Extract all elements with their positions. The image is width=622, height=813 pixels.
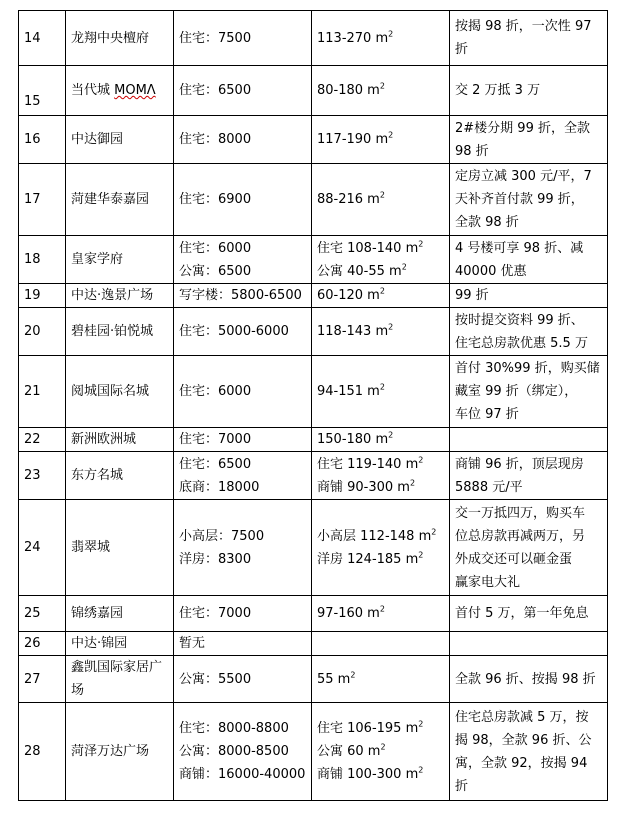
offer-line: 位总房款再减两万，另 bbox=[455, 528, 586, 544]
table-row bbox=[19, 596, 608, 632]
table-row bbox=[19, 632, 608, 656]
offer-line: 按时提交资料 99 折、 bbox=[455, 312, 584, 328]
offer-line: 折 bbox=[455, 778, 469, 794]
price-line: 住宅：6500 bbox=[179, 83, 252, 98]
price-line: 公寓：5500 bbox=[179, 671, 252, 687]
price-line: 住宅：6900 bbox=[179, 192, 252, 207]
price-line: 住宅：8000 bbox=[179, 132, 252, 147]
price-cell bbox=[174, 356, 312, 428]
row-number: 19 bbox=[19, 284, 66, 308]
offer-line: 折 bbox=[455, 42, 469, 57]
area-line: 55 $m^2$ bbox=[317, 670, 356, 687]
area-line: 住宅 119-140 $m^2$ bbox=[317, 455, 424, 472]
project-name bbox=[66, 66, 174, 116]
table-row bbox=[19, 500, 608, 596]
offer-line: 车位 97 折 bbox=[455, 407, 519, 422]
offer-line: 5888 元/平 bbox=[455, 479, 523, 495]
area-cell bbox=[312, 164, 450, 236]
project-name-line: 场 bbox=[71, 683, 85, 698]
project-name: 菏泽万达广场 bbox=[66, 703, 174, 801]
row-number: 24 bbox=[19, 500, 66, 596]
offer-line: 住宅总房款减 5 万，按 bbox=[455, 709, 589, 725]
offer-cell bbox=[450, 116, 608, 164]
price-line: 住宅：5000-6000 bbox=[179, 324, 289, 339]
project-name bbox=[66, 656, 174, 703]
row-number: 26 bbox=[19, 632, 66, 656]
offer-line: 藏室 99 折（绑定）， bbox=[455, 384, 578, 399]
project-name: 皇家学府 bbox=[66, 236, 174, 284]
offer-line: 定房立减 300 元/平，7 bbox=[455, 169, 592, 184]
price-cell bbox=[174, 452, 312, 500]
table-row bbox=[19, 66, 608, 116]
price-cell bbox=[174, 500, 312, 596]
offer-line: 住宅总房款优惠 5.5 万 bbox=[455, 335, 588, 351]
area-line: 80-180 $m^2$ bbox=[317, 81, 385, 98]
offer-cell bbox=[450, 66, 608, 116]
offer-cell bbox=[450, 428, 608, 452]
project-name: 龙翔中央檀府 bbox=[66, 11, 174, 66]
price-cell bbox=[174, 236, 312, 284]
offer-line: 寓，全款 92，按揭 94 bbox=[455, 755, 588, 771]
table-row bbox=[19, 11, 608, 66]
table-row bbox=[19, 703, 608, 801]
project-name: 东方名城 bbox=[66, 452, 174, 500]
price-line: 住宅：7000 bbox=[179, 432, 252, 447]
table-row bbox=[19, 356, 608, 428]
price-cell bbox=[174, 656, 312, 703]
area-cell bbox=[312, 236, 450, 284]
area-cell bbox=[312, 452, 450, 500]
price-line: 公寓：8000-8500 bbox=[179, 744, 289, 759]
project-name: 碧桂园·铂悦城 bbox=[66, 308, 174, 356]
offer-line: 赢家电大礼 bbox=[455, 574, 521, 590]
area-cell bbox=[312, 11, 450, 66]
price-line: 住宅：6000 bbox=[179, 384, 252, 399]
row-number: 17 bbox=[19, 164, 66, 236]
offer-line: 外成交还可以砸金蛋 bbox=[455, 551, 573, 567]
offer-line: 2#楼分期 99 折，全款 bbox=[455, 120, 590, 136]
price-cell bbox=[174, 11, 312, 66]
table-row bbox=[19, 164, 608, 236]
area-line: 公寓 40-55 $m^2$ bbox=[317, 262, 407, 279]
offer-line: 首付 5 万，第一年免息 bbox=[455, 606, 589, 621]
offer-line: 揭 98，全款 96 折、公 bbox=[455, 732, 592, 748]
price-line: 小高层：7500 bbox=[179, 528, 265, 544]
offer-line: 40000 优惠 bbox=[455, 263, 527, 279]
offer-cell bbox=[450, 452, 608, 500]
row-number: 22 bbox=[19, 428, 66, 452]
offer-cell bbox=[450, 11, 608, 66]
project-name: 阅城国际名城 bbox=[66, 356, 174, 428]
price-line: 住宅：6500 bbox=[179, 456, 252, 472]
area-line: 公寓 60 $m^2$ bbox=[317, 742, 386, 759]
area-line: 60-120 $m^2$ bbox=[317, 286, 385, 303]
area-line: 住宅 108-140 $m^2$ bbox=[317, 239, 424, 256]
offer-line: 全款 96 折、按揭 98 折 bbox=[455, 671, 596, 687]
spellcheck-underlined-text: MOMΛ bbox=[114, 83, 156, 98]
area-line: 150-180 $m^2$ bbox=[317, 430, 394, 447]
area-line: 小高层 112-148 $m^2$ bbox=[317, 527, 437, 544]
project-name: 中达·锦园 bbox=[66, 632, 174, 656]
price-cell bbox=[174, 632, 312, 656]
area-cell bbox=[312, 596, 450, 632]
row-number: 23 bbox=[19, 452, 66, 500]
offer-cell bbox=[450, 308, 608, 356]
area-cell bbox=[312, 356, 450, 428]
offer-line: 商铺 96 折，顶层现房 bbox=[455, 456, 584, 472]
area-cell bbox=[312, 428, 450, 452]
row-number: 18 bbox=[19, 236, 66, 284]
area-cell bbox=[312, 116, 450, 164]
table-row bbox=[19, 116, 608, 164]
project-name: 新洲欧洲城 bbox=[66, 428, 174, 452]
price-line: 写字楼：5800-6500 bbox=[179, 288, 302, 303]
area-line: 94-151 $m^2$ bbox=[317, 382, 385, 399]
offer-line: 按揭 98 折，一次性 97 bbox=[455, 19, 592, 34]
project-name: 中达御园 bbox=[66, 116, 174, 164]
area-cell bbox=[312, 703, 450, 801]
offer-cell bbox=[450, 284, 608, 308]
area-line: 117-190 $m^2$ bbox=[317, 130, 394, 147]
offer-cell bbox=[450, 500, 608, 596]
price-cell bbox=[174, 116, 312, 164]
price-line: 住宅：7500 bbox=[179, 30, 252, 46]
price-line: 暂无 bbox=[179, 636, 206, 651]
project-name: 锦绣嘉园 bbox=[66, 596, 174, 632]
offer-cell bbox=[450, 703, 608, 801]
price-cell bbox=[174, 164, 312, 236]
price-line: 商铺：16000-40000 bbox=[179, 767, 306, 782]
row-number: 14 bbox=[19, 11, 66, 66]
area-cell bbox=[312, 284, 450, 308]
row-number: 28 bbox=[19, 703, 66, 801]
price-cell bbox=[174, 428, 312, 452]
offer-cell bbox=[450, 656, 608, 703]
offer-cell bbox=[450, 236, 608, 284]
offer-line: 4 号楼可享 98 折、减 bbox=[455, 240, 584, 256]
price-cell bbox=[174, 703, 312, 801]
price-line: 住宅：6000 bbox=[179, 240, 252, 256]
area-cell bbox=[312, 656, 450, 703]
area-line: 88-216 $m^2$ bbox=[317, 190, 385, 207]
offer-cell bbox=[450, 632, 608, 656]
area-line: 113-270 $m^2$ bbox=[317, 29, 394, 46]
price-cell bbox=[174, 596, 312, 632]
price-cell bbox=[174, 308, 312, 356]
table-row bbox=[19, 308, 608, 356]
project-name-text: 当代城 bbox=[71, 83, 115, 98]
table-row bbox=[19, 284, 608, 308]
table-row bbox=[19, 452, 608, 500]
row-number: 21 bbox=[19, 356, 66, 428]
table-row bbox=[19, 656, 608, 703]
price-cell bbox=[174, 284, 312, 308]
row-number: 27 bbox=[19, 656, 66, 703]
offer-line: 全款 98 折 bbox=[455, 215, 519, 230]
offer-line: 交一万抵四万，购买车 bbox=[455, 505, 586, 521]
area-cell bbox=[312, 308, 450, 356]
property-price-table bbox=[18, 10, 608, 801]
project-name: 菏建华泰嘉园 bbox=[66, 164, 174, 236]
offer-cell bbox=[450, 356, 608, 428]
project-name: 中达·逸景广场 bbox=[66, 284, 174, 308]
table-row bbox=[19, 236, 608, 284]
offer-line: 天补齐首付款 99 折， bbox=[455, 192, 584, 207]
area-line: 洋房 124-185 $m^2$ bbox=[317, 550, 424, 567]
offer-line: 99 折 bbox=[455, 288, 489, 303]
area-line: 97-160 $m^2$ bbox=[317, 604, 385, 621]
price-line: 底商：18000 bbox=[179, 479, 260, 495]
offer-cell bbox=[450, 164, 608, 236]
price-line: 住宅：7000 bbox=[179, 606, 252, 621]
area-line: 118-143 $m^2$ bbox=[317, 322, 394, 339]
price-line: 公寓：6500 bbox=[179, 263, 252, 279]
table-row bbox=[19, 428, 608, 452]
area-cell bbox=[312, 66, 450, 116]
offer-cell bbox=[450, 596, 608, 632]
row-number: 20 bbox=[19, 308, 66, 356]
price-line: 住宅：8000-8800 bbox=[179, 721, 289, 736]
area-cell bbox=[312, 500, 450, 596]
project-name-line: 鑫凯国际家居广 bbox=[71, 660, 163, 675]
project-name: 翡翠城 bbox=[66, 500, 174, 596]
offer-line: 98 折 bbox=[455, 143, 489, 159]
area-line: 商铺 100-300 $m^2$ bbox=[317, 765, 424, 782]
area-line: 住宅 106-195 $m^2$ bbox=[317, 719, 424, 736]
price-cell bbox=[174, 66, 312, 116]
area-cell bbox=[312, 632, 450, 656]
offer-line: 首付 30%99 折，购买储 bbox=[455, 361, 600, 376]
row-number: 15 bbox=[19, 66, 66, 116]
offer-line: 交 2 万抵 3 万 bbox=[455, 83, 541, 98]
area-line: 商铺 90-300 $m^2$ bbox=[317, 478, 416, 495]
row-number: 25 bbox=[19, 596, 66, 632]
price-line: 洋房：8300 bbox=[179, 551, 252, 567]
row-number: 16 bbox=[19, 116, 66, 164]
